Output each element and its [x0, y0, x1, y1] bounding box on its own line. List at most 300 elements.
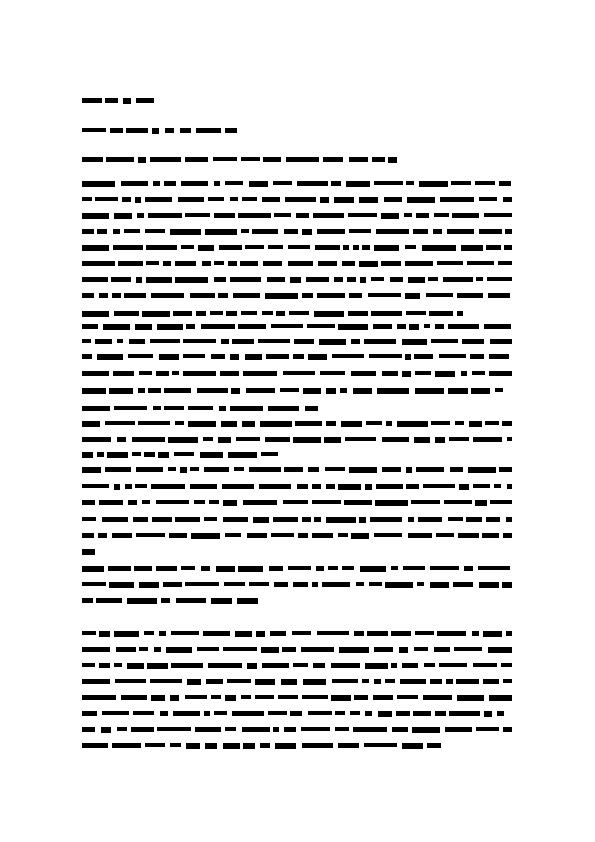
- text-word: [163, 582, 182, 587]
- text-word: [106, 157, 134, 162]
- text-word: [439, 663, 467, 667]
- text-word: [201, 324, 235, 329]
- text-word: [499, 467, 512, 472]
- text-word: [267, 277, 285, 282]
- text-word: [265, 437, 290, 442]
- text-word: [308, 354, 327, 360]
- text-word: [378, 711, 392, 717]
- text-word: [208, 663, 242, 668]
- text-word: [144, 452, 155, 457]
- text-word: [415, 631, 434, 635]
- text-word: [328, 566, 338, 570]
- text-word: [359, 197, 378, 203]
- text-word: [344, 500, 372, 505]
- text-word: [82, 229, 94, 234]
- text-word: [158, 452, 169, 458]
- text-word: [131, 727, 154, 732]
- text-word: [208, 197, 224, 201]
- text-word: [237, 598, 258, 604]
- text-word: [416, 213, 429, 218]
- text-word: [145, 197, 172, 202]
- text-word: [484, 711, 492, 717]
- text-word: [114, 406, 147, 410]
- text-word: [282, 647, 296, 652]
- text-word: [121, 181, 148, 186]
- text-word: [448, 388, 468, 394]
- text-word: [362, 245, 370, 250]
- text-word: [488, 647, 512, 653]
- text-word: [340, 388, 347, 393]
- text-word: [170, 229, 201, 235]
- text-word: [408, 277, 425, 283]
- text-word: [150, 157, 181, 162]
- text-word: [430, 679, 442, 684]
- text-word: [278, 695, 298, 699]
- text-word: [339, 647, 369, 653]
- text-word: [273, 727, 279, 732]
- text-word: [204, 711, 210, 716]
- text-word: [241, 157, 260, 161]
- text-word: [98, 533, 107, 538]
- text-word: [439, 354, 466, 358]
- text-word: [218, 437, 231, 443]
- text-word: [171, 631, 199, 635]
- text-word: [252, 229, 278, 234]
- text-word: [231, 388, 240, 394]
- text-word: [326, 517, 356, 523]
- text-word: [226, 311, 237, 316]
- text-word: [142, 500, 150, 504]
- text-word: [433, 229, 442, 234]
- text-word: [82, 157, 103, 162]
- text-word: [362, 679, 369, 683]
- text-word: [139, 371, 152, 375]
- text-word: [178, 197, 204, 202]
- text-word: [82, 500, 95, 505]
- text-word: [372, 157, 385, 162]
- text-word: [413, 229, 428, 234]
- text-word: [172, 371, 179, 375]
- text-word: [435, 324, 444, 329]
- text-word: [185, 157, 208, 162]
- text-word: [117, 339, 123, 343]
- text-word: [490, 339, 512, 344]
- text-word: [374, 533, 402, 537]
- text-word: [436, 533, 454, 537]
- text-word: [256, 631, 265, 637]
- text-word: [225, 533, 241, 537]
- text-word: [245, 245, 264, 249]
- text-word: [494, 484, 501, 488]
- text-word: [151, 484, 185, 489]
- text-word: [507, 437, 512, 441]
- text-word: [122, 197, 131, 202]
- text-word: [483, 631, 502, 637]
- text-word: [151, 293, 184, 298]
- text-word: [348, 213, 377, 217]
- text-word: [242, 421, 255, 427]
- text-word: [457, 311, 463, 316]
- text-word: [82, 437, 111, 442]
- text-word: [301, 647, 334, 652]
- text-word: [262, 663, 289, 668]
- text-word: [368, 293, 401, 297]
- text-word: [223, 500, 237, 506]
- text-word: [247, 533, 267, 538]
- text-word: [148, 388, 161, 393]
- text-word: [366, 421, 382, 425]
- text-word: [211, 695, 221, 699]
- text-word: [117, 727, 127, 731]
- text-word: [461, 371, 467, 376]
- text-word: [290, 711, 302, 716]
- text-word: [451, 181, 471, 185]
- text-word: [152, 517, 172, 522]
- text-word: [302, 695, 328, 699]
- text-word: [502, 421, 512, 426]
- text-word: [430, 582, 449, 588]
- text-word: [487, 277, 512, 281]
- text-word: [385, 582, 413, 588]
- text-word: [266, 354, 289, 359]
- text-word: [260, 743, 270, 748]
- text-word: [348, 311, 368, 316]
- text-word: [503, 679, 512, 683]
- text-word: [187, 679, 201, 685]
- text-word: [82, 631, 96, 635]
- text-word: [364, 743, 397, 747]
- text-word: [303, 679, 326, 685]
- text-word: [297, 484, 308, 489]
- text-word: [241, 229, 249, 233]
- text-word: [113, 245, 143, 250]
- text-word: [271, 533, 294, 537]
- text-word: [186, 743, 200, 749]
- text-word: [338, 533, 348, 537]
- text-word: [188, 406, 213, 410]
- text-word: [82, 128, 106, 132]
- text-word: [381, 213, 399, 219]
- text-word: [82, 679, 110, 684]
- text-word: [127, 663, 144, 669]
- text-word: [505, 229, 512, 234]
- text-word: [349, 157, 368, 162]
- text-word: [136, 98, 154, 103]
- text-word: [482, 533, 499, 538]
- text-word: [455, 421, 464, 425]
- text-word: [82, 647, 110, 652]
- text-word: [343, 245, 349, 250]
- text-word: [302, 517, 311, 522]
- text-word: [409, 324, 419, 330]
- text-word: [262, 311, 273, 315]
- text-word: [114, 213, 132, 219]
- text-word: [290, 277, 301, 283]
- text-word: [405, 261, 433, 266]
- text-word: [136, 277, 142, 283]
- text-word: [132, 437, 165, 442]
- text-word: [97, 452, 104, 457]
- text-word: [238, 213, 271, 218]
- text-word: [346, 181, 370, 187]
- text-word: [391, 566, 398, 570]
- text-word: [102, 517, 128, 522]
- text-word: [338, 484, 361, 490]
- text-word: [365, 484, 372, 490]
- text-word: [99, 663, 110, 668]
- text-word: [331, 181, 341, 186]
- text-word: [320, 371, 345, 375]
- text-word: [349, 229, 371, 233]
- text-word: [129, 339, 145, 344]
- text-word: [423, 484, 455, 488]
- text-word: [312, 484, 321, 489]
- text-word: [142, 311, 170, 317]
- text-word: [225, 695, 236, 701]
- text-word: [317, 631, 349, 635]
- text-word: [268, 406, 299, 411]
- text-word: [288, 261, 313, 266]
- text-word: [261, 452, 278, 456]
- text-word: [159, 631, 166, 636]
- text-word: [175, 261, 196, 266]
- text-word: [397, 421, 428, 427]
- text-word: [286, 157, 319, 162]
- text-word: [381, 261, 401, 266]
- text-word: [243, 371, 277, 376]
- text-word: [356, 582, 364, 586]
- text-word: [478, 566, 510, 570]
- text-word: [331, 695, 351, 701]
- text-word: [263, 157, 281, 162]
- text-word: [285, 197, 316, 202]
- text-word: [326, 388, 336, 394]
- text-word: [374, 181, 403, 185]
- text-word: [506, 517, 512, 522]
- text-word: [448, 324, 479, 329]
- text-word: [235, 631, 252, 637]
- text-word: [230, 406, 263, 411]
- text-word: [223, 743, 240, 749]
- text-word: [312, 582, 318, 587]
- text-word: [135, 324, 152, 330]
- text-word: [293, 354, 304, 359]
- text-word: [152, 128, 159, 134]
- text-word: [118, 261, 143, 266]
- text-word: [294, 339, 314, 344]
- text-word: [82, 566, 104, 572]
- text-word: [308, 467, 319, 472]
- text-word: [159, 354, 179, 360]
- text-word: [255, 679, 275, 685]
- text-word: [228, 261, 237, 266]
- text-word: [200, 452, 223, 458]
- text-word: [181, 566, 195, 570]
- text-word: [503, 197, 512, 202]
- text-word: [82, 371, 109, 376]
- text-word: [283, 500, 308, 504]
- text-word: [414, 354, 433, 359]
- text-word: [331, 663, 360, 668]
- text-word: [289, 311, 309, 315]
- text-word: [203, 631, 230, 636]
- text-word: [180, 128, 191, 133]
- text-word: [359, 517, 366, 523]
- text-word: [175, 421, 184, 425]
- text-word: [242, 197, 257, 201]
- text-word: [369, 354, 402, 358]
- text-word: [473, 663, 497, 667]
- text-word: [353, 245, 359, 250]
- text-word: [105, 467, 131, 472]
- text-word: [114, 631, 139, 637]
- text-word: [448, 517, 463, 521]
- text-word: [113, 371, 134, 376]
- text-word: [183, 371, 216, 376]
- text-word: [353, 388, 372, 394]
- text-word: [180, 467, 187, 473]
- text-word: [232, 711, 264, 716]
- text-word: [349, 293, 362, 298]
- text-word: [214, 213, 235, 218]
- text-word: [338, 743, 359, 748]
- text-word: [275, 743, 296, 749]
- text-word: [219, 406, 226, 411]
- text-word: [406, 311, 426, 315]
- text-word: [96, 598, 122, 603]
- text-word: [504, 245, 512, 250]
- text-word: [303, 388, 321, 394]
- text-word: [375, 500, 408, 506]
- text-word: [490, 500, 512, 504]
- text-word: [82, 517, 96, 521]
- text-word: [170, 743, 181, 747]
- text-word: [227, 679, 251, 683]
- text-word: [168, 437, 198, 443]
- text-word: [164, 388, 191, 393]
- text-word: [185, 695, 207, 699]
- text-word: [405, 354, 411, 360]
- text-word: [195, 727, 221, 732]
- text-word: [230, 354, 239, 360]
- text-word: [111, 277, 131, 282]
- text-word: [82, 354, 92, 359]
- text-word: [476, 277, 483, 281]
- text-word: [170, 695, 179, 701]
- text-word: [447, 229, 474, 234]
- text-word: [115, 679, 146, 683]
- text-word: [302, 293, 313, 298]
- text-word: [399, 647, 408, 653]
- text-word: [273, 517, 298, 522]
- text-word: [413, 711, 431, 716]
- text-word: [146, 261, 159, 265]
- text-word: [312, 533, 333, 538]
- text-word: [82, 663, 95, 667]
- text-word: [166, 647, 192, 653]
- text-word: [124, 293, 146, 298]
- text-word: [82, 277, 108, 282]
- text-word: [385, 679, 395, 683]
- text-word: [82, 598, 93, 603]
- text-word: [332, 679, 358, 683]
- text-word: [114, 484, 120, 490]
- text-word: [247, 663, 257, 669]
- text-word: [176, 598, 206, 603]
- text-word: [374, 679, 381, 684]
- text-word: [218, 293, 228, 298]
- text-word: [183, 339, 216, 343]
- text-word: [269, 566, 283, 571]
- text-word: [249, 467, 281, 472]
- text-word: [136, 533, 165, 537]
- text-word: [145, 229, 165, 233]
- text-word: [305, 406, 318, 411]
- text-word: [353, 727, 387, 732]
- text-word: [150, 339, 180, 343]
- text-word: [137, 213, 144, 218]
- text-word: [82, 695, 116, 700]
- text-word: [260, 421, 292, 427]
- text-word: [354, 631, 364, 636]
- text-word: [133, 517, 148, 522]
- text-word: [202, 261, 211, 266]
- text-word: [201, 566, 210, 571]
- text-word: [470, 354, 484, 359]
- text-word: [452, 213, 479, 218]
- text-word: [101, 727, 111, 733]
- text-word: [117, 437, 126, 442]
- text-word: [206, 679, 223, 684]
- text-word: [332, 354, 364, 358]
- text-word: [181, 181, 208, 186]
- text-word: [414, 647, 428, 651]
- text-word: [484, 324, 511, 329]
- text-word: [423, 695, 452, 700]
- text-word: [175, 517, 200, 522]
- text-word: [103, 324, 130, 330]
- text-word: [243, 500, 277, 505]
- text-word: [296, 213, 309, 218]
- text-word: [109, 388, 133, 394]
- text-word: [82, 245, 109, 251]
- text-word: [316, 566, 324, 571]
- text-word: [234, 467, 244, 471]
- text-word: [407, 197, 435, 203]
- text-word: [249, 181, 268, 187]
- text-word: [435, 437, 445, 443]
- text-word: [450, 467, 463, 472]
- text-word: [403, 566, 425, 570]
- text-word: [284, 229, 298, 234]
- text-word: [82, 452, 93, 458]
- text-word: [312, 500, 341, 504]
- text-word: [258, 339, 290, 343]
- text-word: [317, 229, 345, 234]
- text-word: [82, 549, 95, 555]
- text-word: [404, 213, 412, 217]
- text-word: [499, 181, 511, 186]
- text-word: [392, 727, 408, 732]
- text-word: [360, 566, 386, 572]
- text-word: [411, 500, 440, 504]
- text-word: [211, 354, 225, 359]
- text-word: [139, 582, 159, 588]
- text-word: [108, 566, 131, 571]
- text-word: [382, 467, 401, 472]
- text-word: [99, 293, 108, 298]
- text-word: [156, 371, 169, 376]
